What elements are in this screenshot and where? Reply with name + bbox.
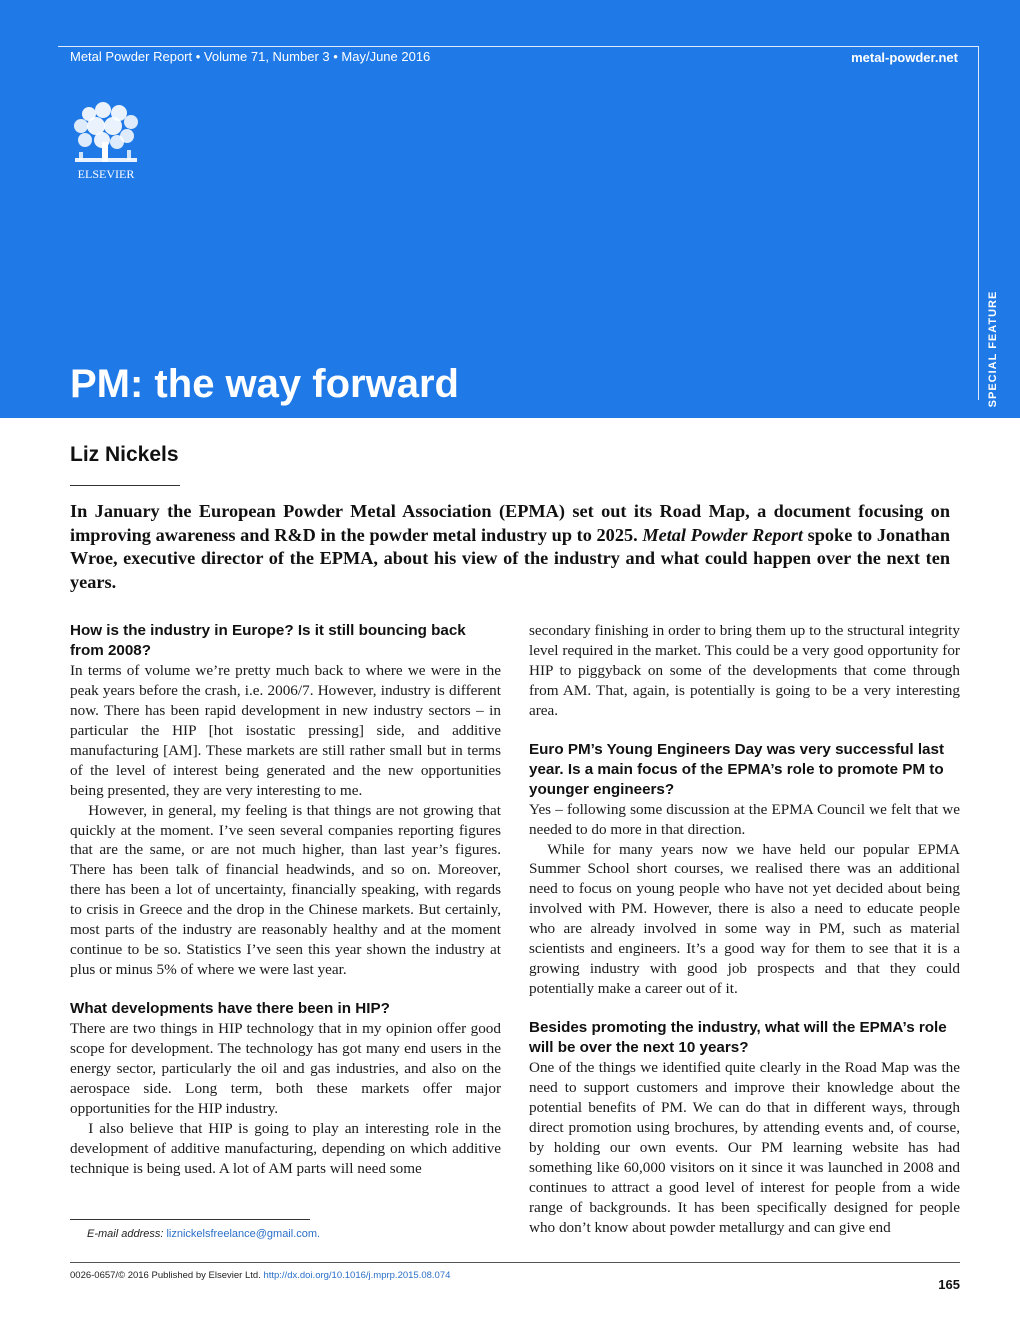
journal-citation: Metal Powder Report • Volume 71, Number 3 • May/June 2016: [70, 49, 431, 64]
answer-paragraph: One of the things we identified quite clearly in the Road Map was the need to support customers and improve their knowledge about the potential benefits of PM. We can do that in different ways, through direct promotion using brochures, by attending events and, of course, by holding our own events. Our PM learning website has had something like 60,000 visitors on it since it was launched in 2008 and continues to attract a good level of interest for people from a wide range of backgrounds. It has been specifically designed for people who don’t know about powder metallurgy and can give end: [529, 1059, 960, 1236]
answer-paragraph: While for many years now we have held our popular EPMA Summer School short courses, we realised there was an additional need to focus on young people who have not yet decided about being involved with PM. However, there is also a need to educate people who are already involved in some way in PM, such as material scientists and engineers. It’s a good way for them to see that it is a growing industry with good job prospects and that they could potentially make a career out of it.: [529, 840, 960, 998]
author-rule: [70, 485, 180, 486]
question-heading: How is the industry in Europe? Is it still bouncing back from 2008?: [70, 622, 466, 659]
article-title: PM: the way forward: [70, 362, 459, 406]
footer-rule: [70, 1262, 960, 1263]
page-number: 165: [938, 1277, 960, 1292]
question-heading: What developments have there been in HIP?: [70, 1000, 390, 1018]
footnote: [87, 1228, 320, 1240]
footnote-rule: [70, 1219, 310, 1220]
abstract-journal-name: Metal Powder Report: [642, 524, 803, 545]
answer-paragraph: Yes – following some discussion at the EPMA Council we felt that we needed to do more in that direction.: [529, 800, 960, 838]
question-heading: Euro PM’s Young Engineers Day was very successful last year. Is a main focus of the EPMA’s role to promote PM to younger engineers?: [529, 740, 944, 798]
author-name: Liz Nickels: [70, 443, 179, 466]
answer-paragraph: In terms of volume we’re pretty much back to where we were in the peak years before the crash, i.e. 2006/7. However, industry is different now. There has been rapid development in new industry sectors – in particular the HIP [hot isostatic pressing] side, and additive manufacturing [AM]. These markets are still rather small but in terms of the level of interest being generated and the new opportunities being presented, they are very interesting to me.: [70, 661, 501, 799]
right-column: [529, 621, 960, 1238]
question-heading: Besides promoting the industry, what will the EPMA’s role will be over the next 10 years?: [529, 1019, 947, 1057]
author-email-link[interactable]: liznickelsfreelance@gmail.com.: [166, 1228, 321, 1240]
elsevier-tree-logo: [69, 102, 143, 182]
left-column: [70, 621, 501, 1179]
section-label: SPECIAL FEATURE: [987, 290, 999, 408]
abstract: In January the European Powder Metal Association (EPMA) set out its Road Map, a document focusing on improving awareness and R&D in the powder metal industry up to 2025. Metal Powder Report spoke to Jonathan Wroe, executive director of the EPMA, about his view of the industry and what could happen over the next ten years.: [70, 501, 950, 592]
answer-paragraph: There are two things in HIP technology that in my opinion offer good scope for development. The technology has got many end users in the energy sector, particularly the oil and gas industries, and also on the aerospace side. Long term, both these markets offer major opportunities for the HIP industry.: [70, 1020, 501, 1117]
answer-paragraph: I also believe that HIP is going to play an interesting role in the development of additive manufacturing, depending on which additive technique is being used. A lot of AM parts will need some: [70, 1119, 501, 1177]
footnote-label: E-mail address:: [87, 1228, 164, 1240]
footer-copyright: 0026-0657/© 2016 Published by Elsevier Ltd. http://dx.doi.org/10.1016/j.mprp.2015.08.074: [70, 1270, 451, 1281]
header-rule: [58, 46, 978, 47]
answer-paragraph: secondary finishing in order to bring them up to the structural integrity level required in the market. This could be a very good opportunity for HIP to piggyback on some of the developments that come through from AM. That, again, is potentially is going to be a very interesting area.: [529, 622, 960, 719]
doi-link[interactable]: http://dx.doi.org/10.1016/j.mprp.2015.08.074: [263, 1270, 451, 1281]
elsevier-wordmark: ELSEVIER: [77, 167, 135, 181]
journal-website-link[interactable]: metal-powder.net: [851, 50, 958, 65]
answer-paragraph: However, in general, my feeling is that things are not growing that quickly at the moment. I’ve seen several companies reporting figures that are the same, or are not much higher, than last year’s figures. There has been talk of financial headwinds, and so on. Moreover, there has been a lot of uncertainty, financially speaking, with regards to crisis in Greece and the drop in the Chinese markets. But certainly, most parts of the industry are reasonably healthy and at the moment continue to be so. Statistics I’ve seen this year shown the industry at plus or minus 5% of where we were last year.: [70, 801, 501, 979]
